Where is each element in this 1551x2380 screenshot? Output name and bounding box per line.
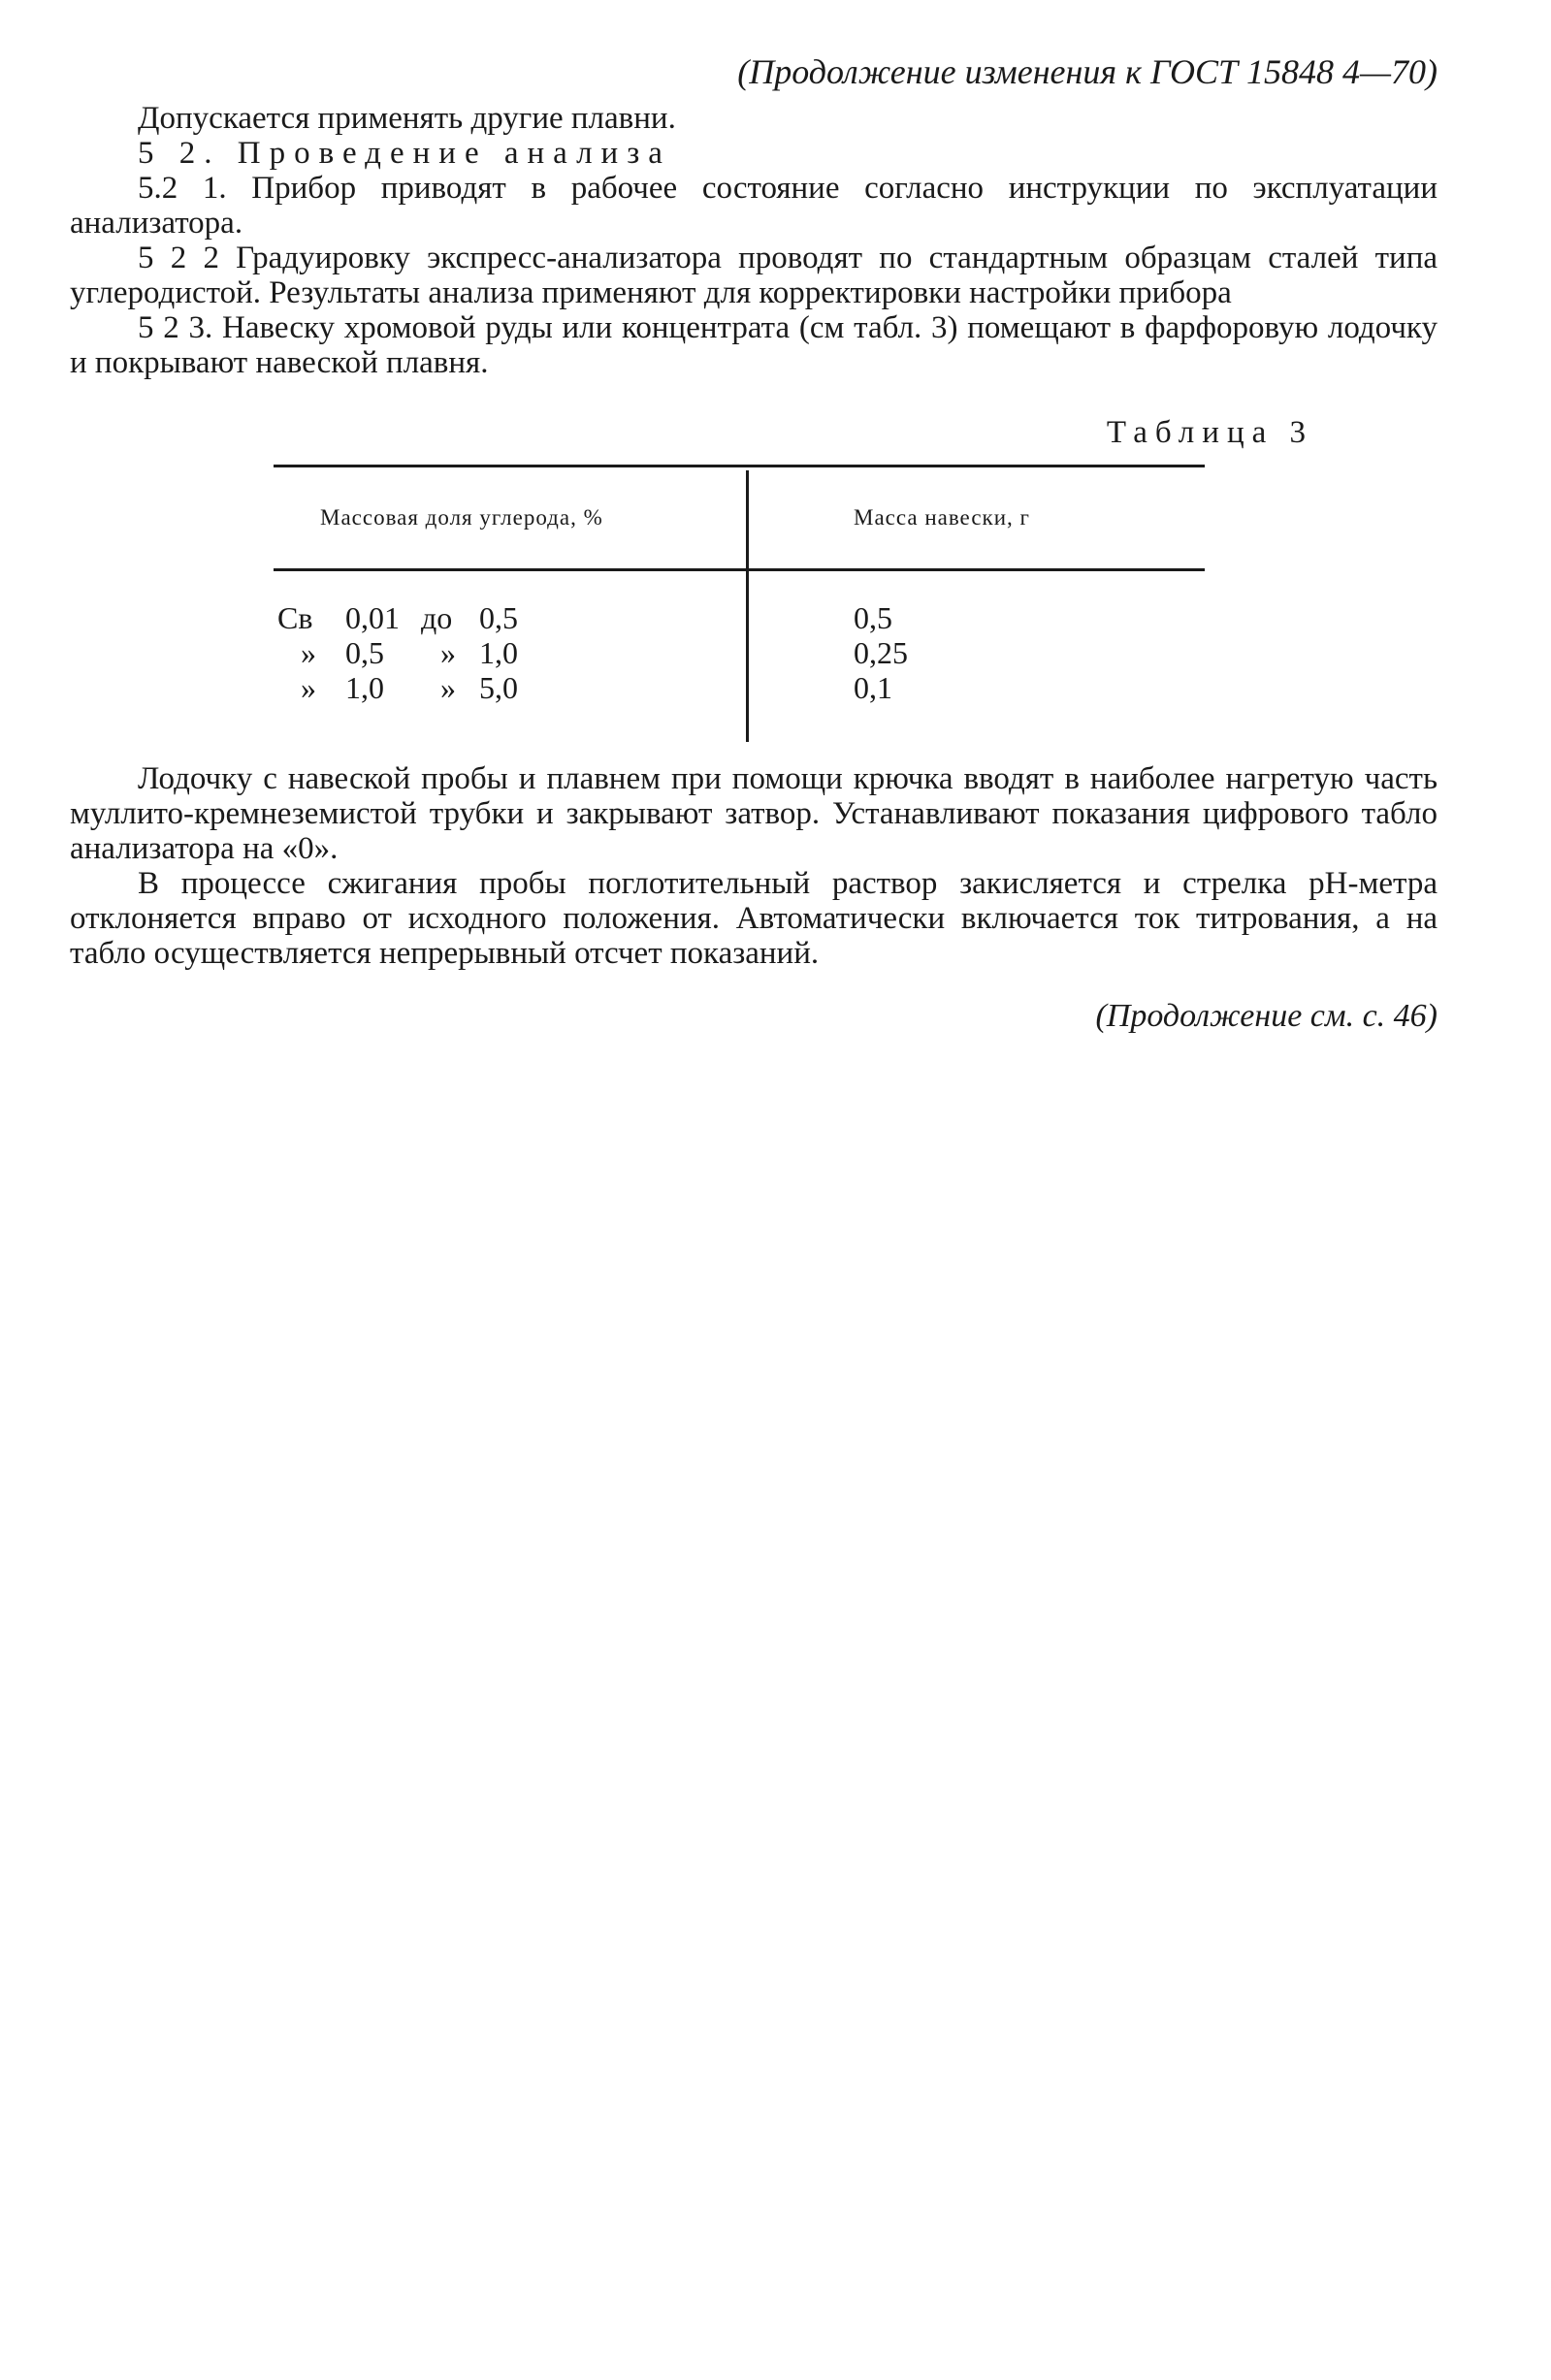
table-cell-from: 1,0 [345,670,384,705]
table-cell-prefix: » [301,635,316,670]
paragraph-5-2-1: 5.2 1. Прибор приводят в рабочее состояние согласно инструкции по эксплуатации анализатора. [70,171,1438,241]
paragraph-boat-insertion: Лодочку с навеской пробы и плавнем при помощи крючка вводят в наиболее нагретую часть муллито-кремнеземистой трубки и закрывают затвор. Устанавливают показания цифрового табло анализатора на «0». [70,761,1438,866]
table-cell-mass: 0,25 [854,635,908,670]
table-cell-to: 0,5 [479,600,518,635]
table-header-sample-mass: Масса навески, г [854,505,1030,530]
table-cell-from: 0,01 [345,600,400,635]
table-cell-to: 5,0 [479,670,518,705]
paragraph-5-2-2: 5 2 2 Градуировку экспресс-анализатора проводят по стандартным образцам сталей типа углеродистой. Результаты анализа применяют для корректировки настройки прибора [70,241,1438,310]
continuation-header: (Продолжение изменения к ГОСТ 15848 4—70) [737,52,1438,91]
table-cell-to-word: » [440,670,456,705]
table-header-carbon-fraction: Массовая доля углерода, % [320,505,603,530]
table-cell-to-word: » [440,635,456,670]
paragraph-5-2-3: 5 2 3. Навеску хромовой руды или концентрата (см табл. 3) помещают в фарфоровую лодочку и покрывают навеской плавня. [70,310,1438,380]
table-top-rule [274,465,1205,467]
table-cell-prefix: » [301,670,316,705]
paragraph-combustion-process: В процессе сжигания пробы поглотительный раствор закисляется и стрелка рН-метра отклоняется вправо от исходного положения. Автоматически включается ток титрования, а на табло осуществляется непрерывный отсчет показаний. [70,866,1438,971]
table-cell-mass: 0,1 [854,670,892,705]
text-after-table [70,761,1438,971]
table-cell-mass: 0,5 [854,600,892,635]
table-cell-prefix: Св [277,600,313,635]
table-cell-to: 1,0 [479,635,518,670]
table-cell-to-word: до [421,600,453,635]
document-page [70,50,1438,1037]
carbon-mass-table [274,465,1205,746]
table-column-divider [746,470,749,742]
continuation-footer: (Продолжение см. с. 46) [1095,998,1438,1034]
paragraph-fluxes: Допускается применять другие плавни. [138,101,676,136]
table-header-rule [274,568,1205,571]
section-heading-analysis: 5 2. Проведение анализа [138,136,671,171]
table-caption: Таблица 3 [1106,415,1313,450]
table-cell-from: 0,5 [345,635,384,670]
